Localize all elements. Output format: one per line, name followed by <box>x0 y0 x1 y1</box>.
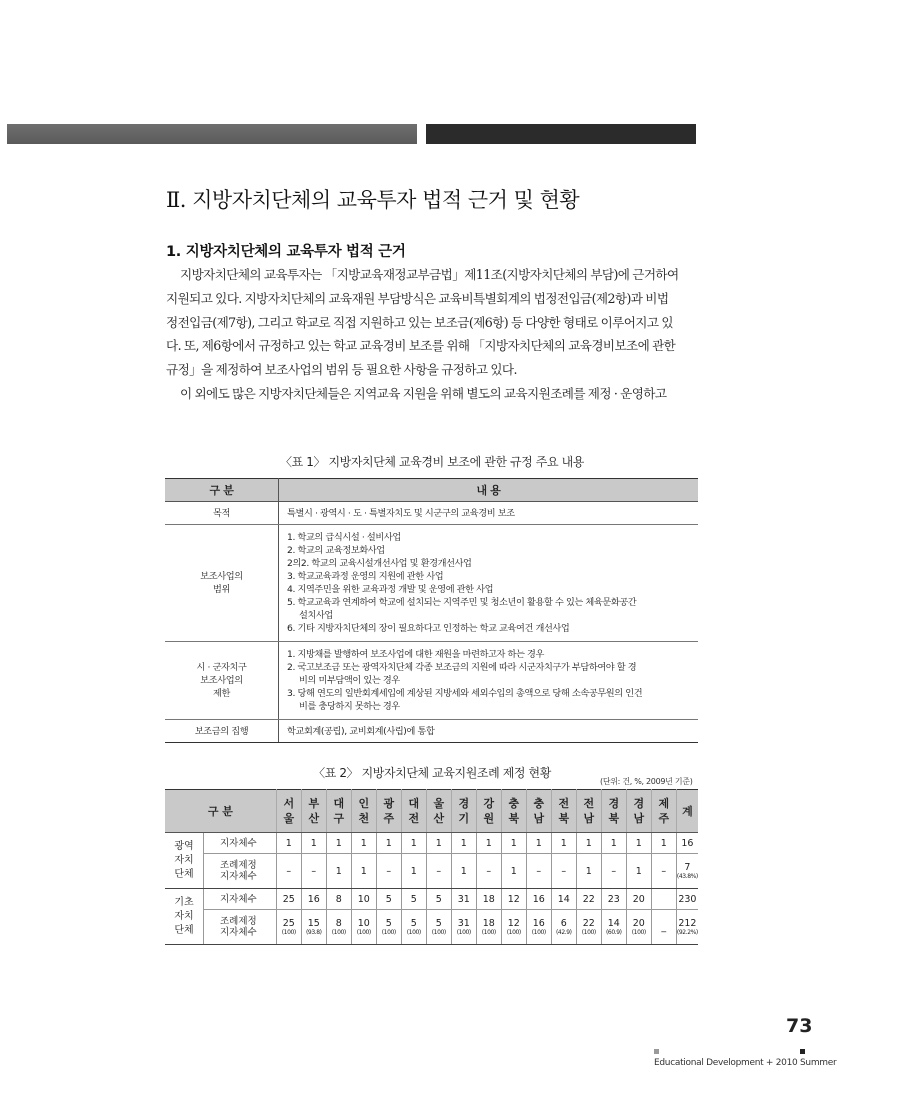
table2-header-region: 서 울 <box>276 790 301 833</box>
table2-value-cell <box>626 889 651 910</box>
table2-total-cell <box>676 910 698 945</box>
table2-value: 15 <box>307 917 320 929</box>
table2-value: 1 <box>635 837 642 849</box>
table2-value: 1 <box>410 837 417 849</box>
table1-header-category: 구 분 <box>165 479 279 502</box>
table2-value: 8 <box>335 917 342 929</box>
table2-value-cell <box>576 854 601 889</box>
table2-value-cell <box>576 889 601 910</box>
table2-header-category: 구 분 <box>165 790 276 833</box>
table2-value: 5 <box>385 917 392 929</box>
table2-value-cell <box>476 854 501 889</box>
table2-value: 12 <box>507 893 520 905</box>
table2-value: 1 <box>410 865 417 877</box>
table2-value-cell <box>651 910 676 945</box>
table2-header-region: 부 산 <box>301 790 326 833</box>
table1-caption: 〈표 1〉 지방자치단체 교육경비 보조에 관한 규정 주요 내용 <box>280 455 584 469</box>
table2-value: 1 <box>585 837 592 849</box>
table2-value-cell <box>301 889 326 910</box>
table1-category-cell: 보조금의 집행 <box>165 720 279 743</box>
table2-value-cell <box>326 833 351 854</box>
table1-item: 학교회계(공립), 교비회계(사립)에 통합 <box>287 725 435 737</box>
table2-value: 1 <box>360 837 367 849</box>
table2-value-cell <box>501 910 526 945</box>
table2-value-cell <box>526 910 551 945</box>
table2-value-cell <box>526 833 551 854</box>
table2-value-cell <box>451 854 476 889</box>
table1-row <box>165 525 698 642</box>
table2-value-cell <box>526 889 551 910</box>
table2-header-region: 경 기 <box>451 790 476 833</box>
table2-value-cell <box>426 833 451 854</box>
table2-value-cell <box>451 910 476 945</box>
table1-row <box>165 642 698 720</box>
paragraph-line: 정전입금(제7항), 그리고 학교로 직접 지원하고 있는 보조금(제6항) 등 다양한 형태로 이루어지고 있 <box>166 314 673 330</box>
table2-header-region: 전 남 <box>576 790 601 833</box>
table1-content-cell <box>279 502 699 525</box>
table2-value-cell <box>626 833 651 854</box>
table2-value-cell <box>426 910 451 945</box>
section-title: Ⅱ. 지방자치단체의 교육투자 법적 근거 및 현황 <box>166 188 580 212</box>
table2-value: 1 <box>560 837 567 849</box>
table2-value-cell <box>601 910 626 945</box>
table2-percent: (60.9) <box>605 928 622 936</box>
table1-item: 3. 당해 연도의 일반회계세입에 계상된 지방세와 세외수입의 총액으로 당해 소속공무원의 인건 <box>287 688 643 699</box>
table2-percent: (100) <box>456 928 471 936</box>
table2-caption: 〈표 2〉 지방자치단체 교육지원조례 제정 현황 <box>313 766 551 780</box>
table2-value: – <box>386 865 392 877</box>
table2-row <box>165 854 698 889</box>
table2-value: 12 <box>507 917 520 929</box>
table1-item: 6. 기타 지방자치단체의 장이 필요하다고 인정하는 학교 교육여건 개선사업 <box>287 623 570 634</box>
table1-item: 2의2. 학교의 교육시설개선사업 및 환경개선사업 <box>287 558 472 569</box>
table2-value-cell <box>351 854 376 889</box>
table2-value-cell <box>401 854 426 889</box>
table2-value: 23 <box>607 893 620 905</box>
header-bar-right <box>426 124 696 144</box>
table2-percent: (100) <box>581 928 596 936</box>
table1-item: 비를 충당하지 못하는 경우 <box>299 701 400 712</box>
table2-percent: (100) <box>631 928 646 936</box>
table2-value: 1 <box>460 837 467 849</box>
table2-value: 1 <box>510 837 517 849</box>
table2-percent: (100) <box>356 928 371 936</box>
table2-value-cell <box>551 910 576 945</box>
table2-value: 16 <box>532 917 545 929</box>
table2-value: 5 <box>410 917 417 929</box>
table2-group-cell: 기초 자치 단체 <box>165 889 204 945</box>
table2-header-region: 대 구 <box>326 790 351 833</box>
table2-value-cell <box>501 889 526 910</box>
table1-category-cell: 보조사업의 범위 <box>165 525 279 642</box>
table2-value: – <box>311 865 317 877</box>
table2-percent: (100) <box>506 928 521 936</box>
table2-value-cell <box>326 854 351 889</box>
table2-value: 1 <box>385 837 392 849</box>
table2-value-cell <box>551 889 576 910</box>
table2-percent: (100) <box>481 928 496 936</box>
table2-row <box>165 910 698 945</box>
paragraph-line: 지방자치단체의 교육투자는 「지방교육재정교부금법」제11조(지방자치단체의 부담)에 근거하여 <box>180 267 679 282</box>
table2-value-cell <box>626 910 651 945</box>
table2-header-region: 충 북 <box>501 790 526 833</box>
table2-group-cell: 광역 자치 단체 <box>165 833 204 889</box>
header-bar-left <box>7 124 417 144</box>
table2-row-label: 조례제정 지자체수 <box>204 854 277 889</box>
table2-header-region: 충 남 <box>526 790 551 833</box>
table2-unit-note: (단위: 건, %, 2009년 기준) <box>600 777 693 786</box>
table2-value-cell <box>301 910 326 945</box>
table2-percent: (100) <box>331 928 346 936</box>
table1-item: 1. 학교의 급식시설 · 설비사업 <box>287 532 401 543</box>
table2-value: 5 <box>410 893 417 905</box>
table2-total: 16 <box>681 837 694 849</box>
table2-value: 5 <box>385 893 392 905</box>
table2-value: 31 <box>457 917 470 929</box>
table2-percent: (42.9) <box>555 928 572 936</box>
table1-item: 3. 학교교육과정 운영의 지원에 관한 사업 <box>287 571 444 582</box>
table2-value-cell <box>651 854 676 889</box>
table1-category-cell: 시 · 군자치구 보조사업의 제한 <box>165 642 279 720</box>
table2-value-cell <box>276 833 301 854</box>
table2-value: – <box>661 865 667 877</box>
table2-value: 14 <box>607 917 620 929</box>
table2-value: 31 <box>457 893 470 905</box>
table2-total-percent: (43.8%) <box>676 872 698 880</box>
table2-value-cell <box>276 910 301 945</box>
table2-value-cell <box>301 854 326 889</box>
table1-item: 2. 국고보조금 또는 광역자치단체 각종 보조금의 지원에 따라 시군자치구가 부담하여야 할 경 <box>287 662 637 673</box>
table2-value-cell <box>376 833 401 854</box>
table2-header-region: 전 북 <box>551 790 576 833</box>
table1-content-cell <box>279 720 699 743</box>
table2-value-cell <box>576 910 601 945</box>
table2-row-label: 지자체수 <box>204 889 277 910</box>
table2-total-cell <box>676 854 698 889</box>
table2-header-region: 강 원 <box>476 790 501 833</box>
table2-value-cell <box>551 833 576 854</box>
table2-value: 1 <box>510 865 517 877</box>
paragraph-line: 지원되고 있다. 지방자치단체의 교육재원 부담방식은 교육비특별회계의 법정전입금(제2항)과 비법 <box>166 290 669 306</box>
table2-value: 18 <box>482 893 495 905</box>
table1 <box>165 478 698 743</box>
table1-item: 5. 학교교육과 연계하여 학교에 설치되는 지역주민 및 청소년이 활용할 수 있는 체육문화공간 <box>287 597 637 608</box>
table2-header-region: 경 북 <box>601 790 626 833</box>
table2-total: 212 <box>678 917 697 929</box>
table2-row <box>165 889 698 910</box>
table2-value: 22 <box>582 917 595 929</box>
table2-value: 1 <box>310 837 317 849</box>
table2-value: 1 <box>435 837 442 849</box>
table2-value-cell <box>301 833 326 854</box>
table2-value: 16 <box>307 893 320 905</box>
table1-row <box>165 720 698 743</box>
table1-item: 설치사업 <box>299 610 333 621</box>
table2-value-cell <box>426 854 451 889</box>
table1-item: 4. 지역주민을 위한 교육과정 개발 및 운영에 관한 사업 <box>287 584 494 595</box>
table2-value-cell <box>601 833 626 854</box>
table2-percent: (93.8) <box>305 928 322 936</box>
table2-value-cell <box>326 910 351 945</box>
table2-value-cell <box>351 889 376 910</box>
table1-content-cell <box>279 525 699 642</box>
table2-value-cell <box>326 889 351 910</box>
table2-value: 5 <box>435 917 442 929</box>
table2-value-cell <box>426 889 451 910</box>
table2-header-region: 경 남 <box>626 790 651 833</box>
table2-value-cell <box>276 854 301 889</box>
table2-value-cell <box>401 889 426 910</box>
footer-square-dark <box>800 1049 805 1054</box>
table2-value: 1 <box>335 837 342 849</box>
table2-value-cell <box>601 889 626 910</box>
table2-value: 5 <box>435 893 442 905</box>
table2-header-region: 광 주 <box>376 790 401 833</box>
table1-item: 2. 학교의 교육정보화사업 <box>287 545 385 556</box>
table2-value: 1 <box>360 865 367 877</box>
table2-value: – <box>561 865 567 877</box>
table2-value: 20 <box>632 917 645 929</box>
table2-value: 1 <box>535 837 542 849</box>
table2-value-cell <box>401 910 426 945</box>
table2-value: 10 <box>357 917 370 929</box>
table2-value-cell <box>376 910 401 945</box>
table2-value: 14 <box>557 893 570 905</box>
table2-header-region: 인 천 <box>351 790 376 833</box>
table2-value: 1 <box>485 837 492 849</box>
table2-value: 22 <box>582 893 595 905</box>
table2-value: 10 <box>357 893 370 905</box>
table2-value: – <box>611 865 617 877</box>
table2-value: 8 <box>335 893 342 905</box>
table2-value: 6 <box>560 917 567 929</box>
paragraph-line: 이 외에도 많은 지방자치단체들은 지역교육 지원을 위해 별도의 교육지원조례를 제정 · 운영하고 <box>180 385 667 401</box>
sub-title: 1. 지방자치단체의 교육투자 법적 근거 <box>166 244 406 260</box>
table2-row-label: 조례제정 지자체수 <box>204 910 277 945</box>
table2-value-cell <box>476 910 501 945</box>
table2-value: 1 <box>460 865 467 877</box>
table2-value-cell <box>476 889 501 910</box>
table2-value-cell <box>376 854 401 889</box>
footer-square-light <box>654 1049 659 1054</box>
table2-total-percent: (92.2%) <box>676 928 698 936</box>
table2-percent: (100) <box>431 928 446 936</box>
table2-value: 20 <box>632 893 645 905</box>
table2-value-cell <box>576 833 601 854</box>
table2-value: – <box>286 865 292 877</box>
table2-value-cell <box>651 833 676 854</box>
table2-header-region: 제 주 <box>651 790 676 833</box>
table2-value: 25 <box>282 893 295 905</box>
table2-header-region: 대 전 <box>401 790 426 833</box>
table2-value-cell <box>401 833 426 854</box>
table2-value-cell <box>276 889 301 910</box>
table2-value: – <box>486 865 492 877</box>
table2-total-cell <box>676 889 698 910</box>
table2-value: 1 <box>335 865 342 877</box>
table2-header-region: 울 산 <box>426 790 451 833</box>
table2-value: 25 <box>282 917 295 929</box>
table2-total: 230 <box>678 893 697 905</box>
table2-value-cell <box>451 833 476 854</box>
table2-value-cell <box>626 854 651 889</box>
table2-value: – <box>536 865 542 877</box>
table2-percent: (100) <box>531 928 546 936</box>
table2-value-cell <box>376 889 401 910</box>
table2-value-cell <box>451 889 476 910</box>
table2-value-cell <box>526 854 551 889</box>
table2-value: _ <box>661 921 667 933</box>
table2-value-cell <box>551 854 576 889</box>
table2-percent: (100) <box>406 928 421 936</box>
table1-category-cell: 목적 <box>165 502 279 525</box>
table2-value-cell <box>651 889 676 910</box>
table2-header-total: 계 <box>676 790 698 833</box>
table2-value-cell <box>501 854 526 889</box>
table2-percent: (100) <box>281 928 296 936</box>
table1-item: 비의 미부담액이 있는 경우 <box>299 675 400 686</box>
footer-text: Educational Development + 2010 Summer <box>654 1058 837 1068</box>
table2-row-label: 지자체수 <box>204 833 277 854</box>
page-number: 73 <box>786 1015 813 1037</box>
table2-total: 7 <box>684 861 691 873</box>
table2-row <box>165 833 698 854</box>
table2-value: 1 <box>660 837 667 849</box>
table1-item: 특별시 · 광역시 · 도 · 특별자치도 및 시군구의 교육경비 보조 <box>287 507 515 519</box>
table2-value: 18 <box>482 917 495 929</box>
table2-percent: (100) <box>381 928 396 936</box>
table2-value: 1 <box>585 865 592 877</box>
table2-value-cell <box>351 833 376 854</box>
table2-value: 1 <box>285 837 292 849</box>
table2-value-cell <box>601 854 626 889</box>
table1-header-content: 내 용 <box>279 479 699 502</box>
table2-total-cell <box>676 833 698 854</box>
table2 <box>165 789 698 945</box>
body-text <box>166 263 696 406</box>
table2-value: 1 <box>635 865 642 877</box>
table1-content-cell <box>279 642 699 720</box>
table2-value-cell <box>351 910 376 945</box>
table2-value: 16 <box>532 893 545 905</box>
table1-row <box>165 502 698 525</box>
table2-value: 1 <box>610 837 617 849</box>
paragraph-line: 다. 또, 제6항에서 규정하고 있는 학교 교육경비 보조를 위해 「지방자치단체의 교육경비보조에 관한 <box>166 338 676 354</box>
paragraph-line: 규정」을 제정하여 보조사업의 범위 등 필요한 사항을 규정하고 있다. <box>166 362 517 378</box>
table1-item: 1. 지방채를 발행하여 보조사업에 대한 재원을 마련하고자 하는 경우 <box>287 649 544 660</box>
table2-value: – <box>436 865 442 877</box>
table2-value-cell <box>476 833 501 854</box>
table2-value-cell <box>501 833 526 854</box>
